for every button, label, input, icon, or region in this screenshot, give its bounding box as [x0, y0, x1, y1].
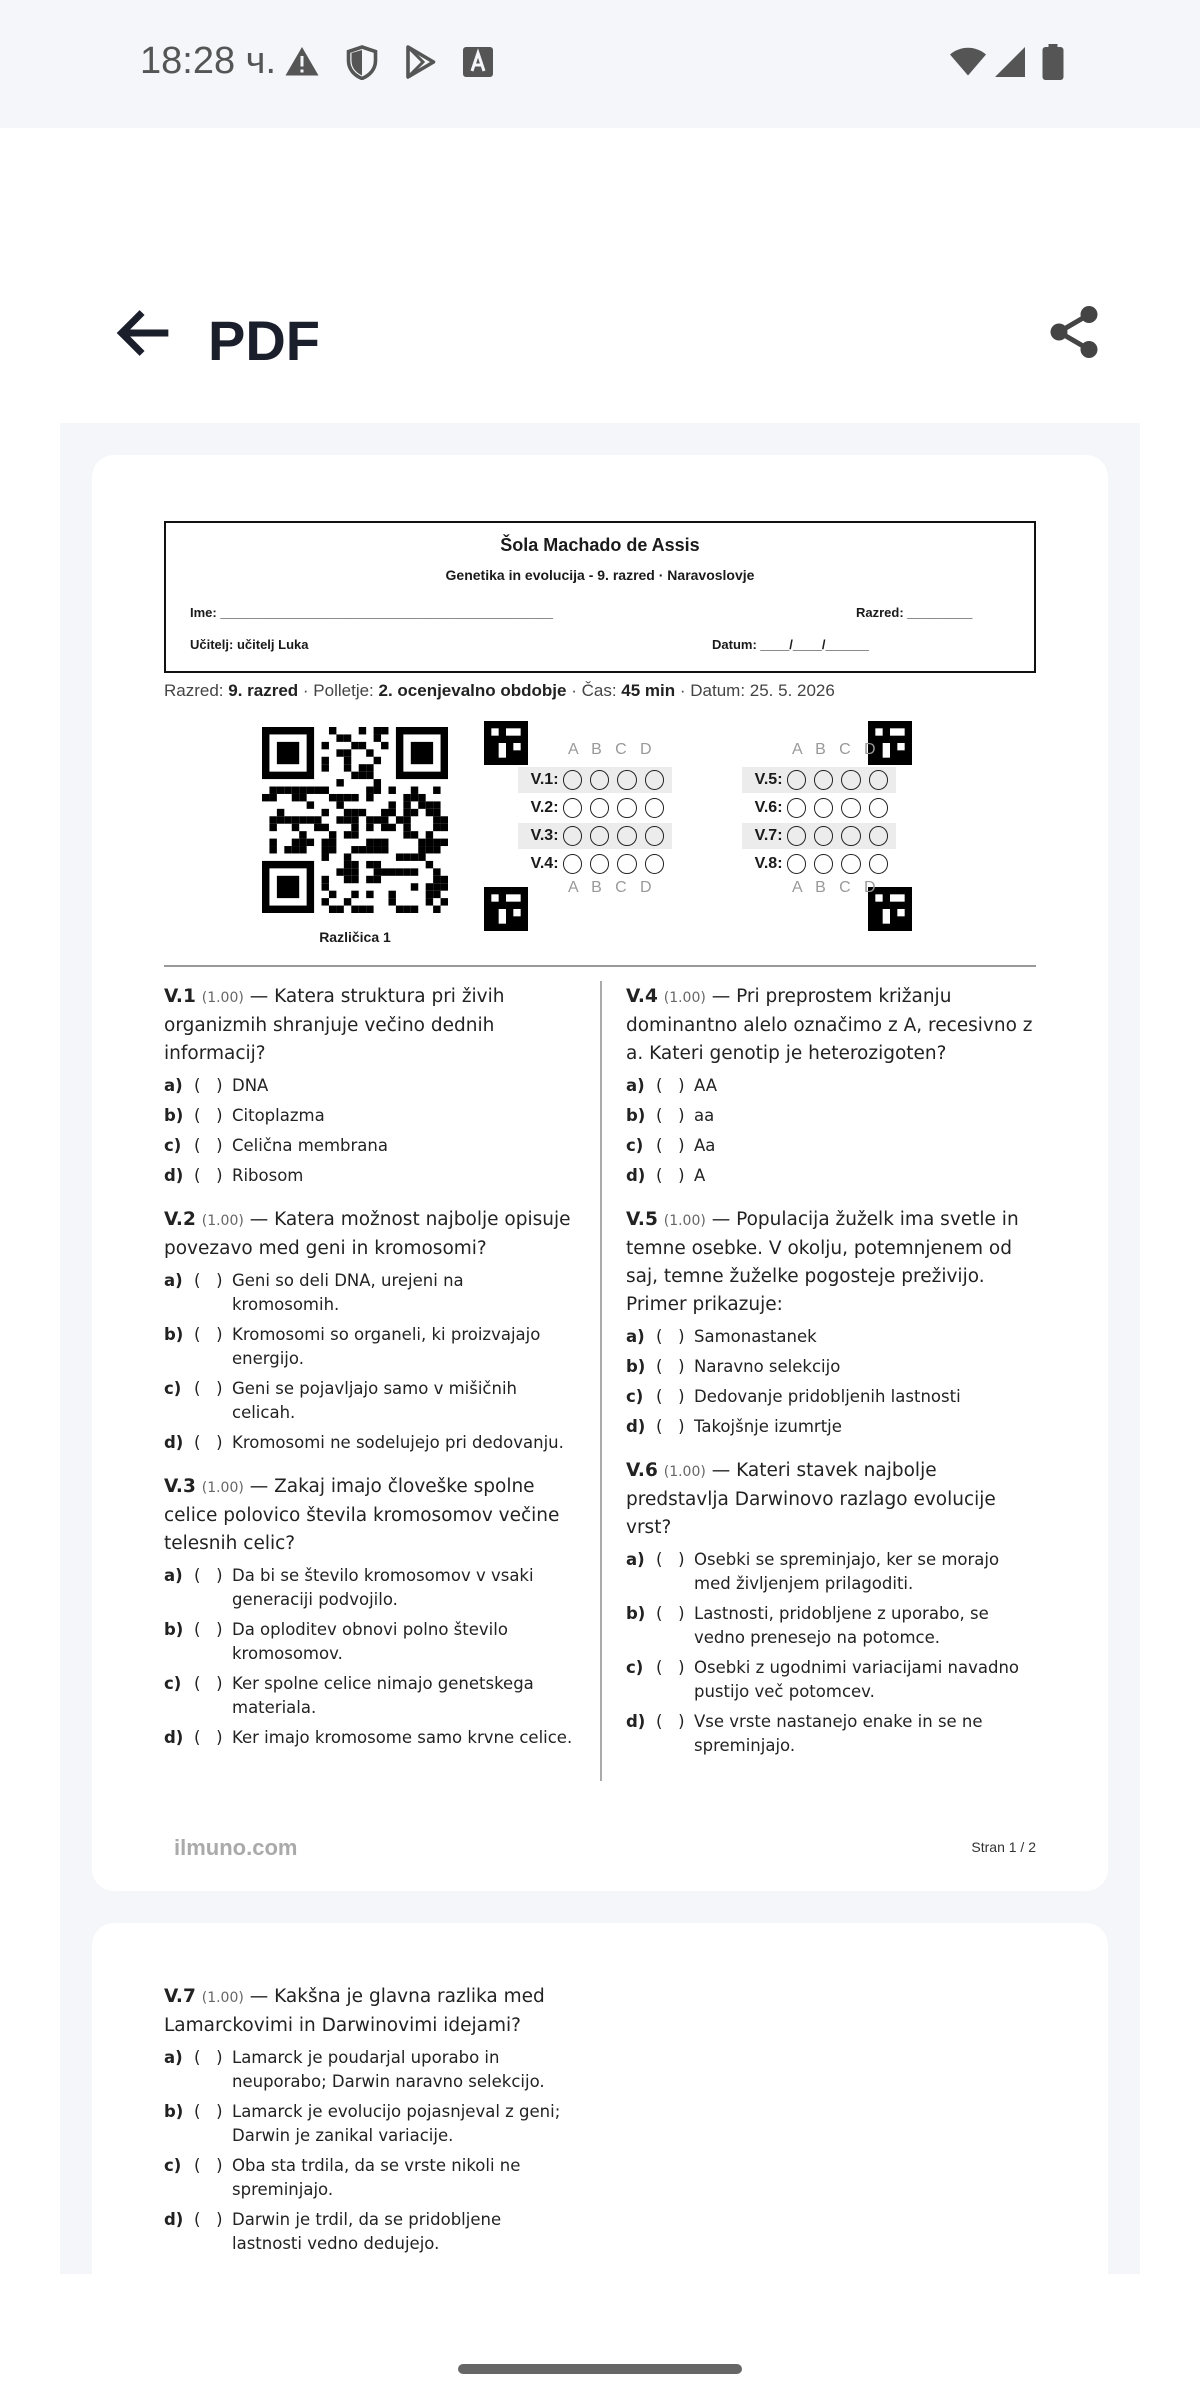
status-time: 18:28 ч. — [140, 40, 277, 82]
answer-bubble[interactable] — [787, 826, 806, 846]
answer-option[interactable] — [626, 1548, 1036, 1596]
option-checkbox[interactable]: ( ) — [194, 1325, 223, 1344]
question-number: V.2 — [164, 1209, 196, 1230]
option-text: Naravno selekcijo — [694, 1357, 841, 1376]
option-text: Citoplazma — [232, 1106, 325, 1125]
answer-bubble[interactable] — [590, 798, 609, 818]
answer-bubble[interactable] — [869, 826, 888, 846]
questions-column-page2 — [164, 1983, 574, 2274]
question-points: (1.00) — [201, 1990, 244, 2006]
status-bar — [0, 0, 1200, 128]
option-checkbox[interactable]: ( ) — [656, 1658, 685, 1677]
answer-bubble[interactable] — [590, 770, 609, 790]
answer-row — [742, 823, 896, 849]
question-body: — Pri preprostem križanju dominantno alelo označimo z A, recesivno z a. Kateri genotip je heterozigoten? — [626, 986, 1033, 1064]
option-text: Kromosomi ne sodelujejo pri dedovanju. — [232, 1433, 564, 1452]
option-letter: c) — [626, 1136, 644, 1155]
answer-option[interactable] — [626, 1074, 1036, 1098]
exam-meta: Razred: 9. razred · Polletje: 2. ocenjevalno obdobje · Čas: 45 min · Datum: 25. 5. 2026 — [164, 681, 835, 700]
answer-option[interactable] — [164, 1323, 574, 1371]
answer-option[interactable] — [626, 1104, 1036, 1128]
answer-option[interactable] — [626, 1134, 1036, 1158]
option-letter: a) — [164, 1271, 183, 1290]
answer-bubble[interactable] — [814, 770, 833, 790]
wifi-icon — [948, 44, 988, 80]
option-checkbox[interactable]: ( ) — [194, 1379, 223, 1398]
answer-option[interactable] — [164, 1269, 574, 1317]
option-letter: b) — [164, 1620, 184, 1639]
question-body: — Katera struktura pri živih organizmih shranjuje večino dednih informacij? — [164, 986, 505, 1064]
qr-code — [262, 727, 448, 913]
option-text: Celična membrana — [232, 1136, 388, 1155]
option-letter: c) — [164, 2156, 182, 2175]
option-checkbox[interactable]: ( ) — [656, 1712, 685, 1731]
answer-bubble[interactable] — [869, 854, 888, 874]
answer-option[interactable] — [164, 1726, 574, 1750]
option-letter: a) — [626, 1550, 645, 1569]
answer-bubble[interactable] — [563, 826, 582, 846]
answer-option[interactable] — [164, 1672, 574, 1720]
option-text: DNA — [232, 1076, 269, 1095]
answer-bubble[interactable] — [590, 826, 609, 846]
option-checkbox[interactable]: ( ) — [656, 1417, 685, 1436]
answer-option[interactable] — [164, 2100, 574, 2148]
answer-bubble[interactable] — [563, 854, 582, 874]
option-letter: b) — [626, 1357, 646, 1376]
option-text: Takojšnje izumrtje — [694, 1417, 842, 1436]
question-body: — Kateri stavek najbolje predstavlja Darwinovo razlago evolucije vrst? — [626, 1460, 996, 1538]
answer-bubble[interactable] — [869, 770, 888, 790]
answer-letters-header: A B C D — [568, 741, 652, 758]
option-text: Aa — [694, 1136, 716, 1155]
option-text: Kromosomi so organeli, ki proizvajajo energijo. — [232, 1325, 541, 1368]
option-letter: d) — [164, 2210, 184, 2229]
name-field: Ime: ______________________________________________ — [190, 605, 553, 620]
answer-row — [742, 851, 896, 877]
app-bar — [60, 128, 1140, 423]
option-letter: b) — [164, 2102, 184, 2121]
shield-icon — [344, 44, 380, 80]
answer-bubble[interactable] — [645, 826, 664, 846]
option-text: Lamarck je evolucijo pojasnjeval z geni; Darwin je zanikal variacije. — [232, 2102, 561, 2145]
option-checkbox[interactable]: ( ) — [656, 1076, 685, 1095]
option-letter: a) — [164, 1566, 183, 1585]
school-name: Šola Machado de Assis — [500, 535, 700, 555]
option-checkbox[interactable]: ( ) — [656, 1387, 685, 1406]
date-field: Datum: ____/____/______ — [712, 637, 869, 652]
variant-label: Različica 1 — [319, 929, 391, 945]
question-number: V.4 — [626, 986, 658, 1007]
teacher-field: Učitelj: učitelj Luka — [190, 637, 309, 652]
answer-row — [742, 767, 896, 793]
option-text: Darwin je trdil, da se pridobljene lastnosti vedno dedujejo. — [232, 2210, 502, 2253]
option-letter: c) — [626, 1658, 644, 1677]
answer-bubble[interactable] — [617, 770, 636, 790]
question-item — [626, 983, 1036, 1188]
answer-option[interactable] — [626, 1325, 1036, 1349]
answer-bubble[interactable] — [814, 826, 833, 846]
answer-bubble[interactable] — [814, 854, 833, 874]
option-text: aa — [694, 1106, 715, 1125]
page-title: PDF — [208, 309, 320, 372]
option-text: Da oploditev obnovi polno število kromosomov. — [232, 1620, 508, 1663]
answer-row-label: V.7: — [754, 827, 783, 844]
option-letter: a) — [164, 2048, 183, 2067]
answer-option[interactable] — [164, 2208, 574, 2256]
answer-option[interactable] — [626, 1415, 1036, 1439]
option-letter: c) — [164, 1136, 182, 1155]
option-letter: a) — [164, 1076, 183, 1095]
question-number: V.1 — [164, 986, 196, 1007]
question-text — [626, 983, 1036, 1068]
answer-row — [518, 823, 672, 849]
answer-bubble[interactable] — [563, 798, 582, 818]
option-text: Geni so deli DNA, urejeni na kromosomih. — [232, 1271, 464, 1314]
option-text: Vse vrste nastanejo enake in se ne spreminjajo. — [694, 1712, 983, 1755]
answer-bubble[interactable] — [841, 798, 860, 818]
footer-logo: ilmuno.com — [174, 1835, 298, 1860]
option-checkbox[interactable]: ( ) — [194, 1136, 223, 1155]
answer-bubble[interactable] — [787, 854, 806, 874]
answer-option[interactable] — [626, 1602, 1036, 1650]
question-points: (1.00) — [201, 990, 244, 1006]
option-letter: a) — [626, 1327, 645, 1346]
option-checkbox[interactable]: ( ) — [194, 1166, 223, 1185]
option-checkbox[interactable]: ( ) — [194, 1620, 223, 1639]
question-item — [164, 1983, 574, 2256]
answer-bubble[interactable] — [841, 826, 860, 846]
option-text: Ker imajo kromosome samo krvne celice. — [232, 1728, 573, 1747]
option-letter: d) — [626, 1417, 646, 1436]
column-divider — [600, 981, 602, 1781]
answer-row-label: V.2: — [530, 799, 559, 816]
answer-bubble[interactable] — [645, 854, 664, 874]
answer-option[interactable] — [164, 1104, 574, 1128]
font-app-icon — [460, 44, 496, 80]
option-checkbox[interactable]: ( ) — [656, 1106, 685, 1125]
answer-bubble[interactable] — [787, 770, 806, 790]
option-text: Da bi se število kromosomov v vsaki generaciji podvojilo. — [232, 1566, 534, 1609]
answer-row-label: V.1: — [530, 771, 559, 788]
answer-row — [518, 851, 672, 877]
exam-header — [164, 521, 1036, 673]
answer-row-label: V.5: — [754, 771, 783, 788]
option-checkbox[interactable]: ( ) — [194, 1674, 223, 1693]
option-checkbox[interactable]: ( ) — [194, 2048, 223, 2067]
option-checkbox[interactable]: ( ) — [656, 1136, 685, 1155]
answer-option[interactable] — [164, 1134, 574, 1158]
pdf-page-1 — [92, 455, 1108, 1891]
option-text: Ribosom — [232, 1166, 304, 1185]
question-text — [164, 1206, 574, 1263]
question-body: — Populacija žuželk ima svetle in temne osebke. V okolju, potemnjenem od saj, temne žuželke pogosteje preživijo. Primer prikazuje: — [626, 1209, 1019, 1315]
option-letter: d) — [164, 1728, 184, 1747]
answer-row — [518, 795, 672, 821]
option-checkbox[interactable]: ( ) — [194, 2156, 223, 2175]
option-checkbox[interactable]: ( ) — [194, 1566, 223, 1585]
answer-option[interactable] — [626, 1385, 1036, 1409]
answer-option[interactable] — [626, 1164, 1036, 1188]
answer-row — [518, 767, 672, 793]
answer-option[interactable] — [164, 1377, 574, 1425]
option-checkbox[interactable]: ( ) — [656, 1550, 685, 1569]
question-points: (1.00) — [663, 990, 706, 1006]
option-checkbox[interactable]: ( ) — [194, 1076, 223, 1095]
share-icon[interactable] — [1044, 302, 1104, 362]
answer-option[interactable] — [164, 1164, 574, 1188]
option-letter: a) — [626, 1076, 645, 1095]
answer-bubble[interactable] — [590, 854, 609, 874]
answer-bubble[interactable] — [617, 854, 636, 874]
answer-bubble[interactable] — [563, 770, 582, 790]
option-checkbox[interactable]: ( ) — [194, 1106, 223, 1125]
question-text — [164, 1473, 574, 1558]
answer-bubble[interactable] — [617, 826, 636, 846]
play-store-icon — [402, 44, 438, 80]
option-letter: b) — [164, 1325, 184, 1344]
answer-option[interactable] — [164, 2154, 574, 2202]
option-letter: d) — [164, 1433, 184, 1452]
battery-icon — [1040, 44, 1066, 80]
question-points: (1.00) — [201, 1213, 244, 1229]
class-field: Razred: _________ — [856, 605, 973, 620]
question-body: — Katera možnost najbolje opisuje povezavo med geni in kromosomi? — [164, 1209, 571, 1259]
option-text: Lastnosti, pridobljene z uporabo, se vedno prenesejo na potomce. — [694, 1604, 989, 1647]
option-text: Ker spolne celice nimajo genetskega materiala. — [232, 1674, 534, 1717]
questions-column-left — [164, 983, 574, 1768]
answer-grid-left — [518, 741, 718, 931]
option-checkbox[interactable]: ( ) — [656, 1604, 685, 1623]
question-text — [164, 1983, 574, 2040]
answer-bubble[interactable] — [869, 798, 888, 818]
option-checkbox[interactable]: ( ) — [656, 1166, 685, 1185]
option-letter: c) — [164, 1379, 182, 1398]
option-checkbox[interactable]: ( ) — [194, 1728, 223, 1747]
question-body: — Kakšna je glavna razlika med Lamarckovimi in Darwinovimi idejami? — [164, 1986, 545, 2036]
answer-bubble[interactable] — [645, 770, 664, 790]
option-text: Dedovanje pridobljenih lastnosti — [694, 1387, 961, 1406]
question-points: (1.00) — [663, 1213, 706, 1229]
option-checkbox[interactable]: ( ) — [194, 2210, 223, 2229]
question-item — [626, 1206, 1036, 1439]
option-text: AA — [694, 1076, 718, 1095]
answer-bubble[interactable] — [645, 798, 664, 818]
option-checkbox[interactable]: ( ) — [194, 2102, 223, 2121]
answer-option[interactable] — [164, 1431, 574, 1455]
answer-option[interactable] — [626, 1656, 1036, 1704]
questions-column-right — [626, 983, 1036, 1776]
option-letter: d) — [626, 1166, 646, 1185]
answer-option[interactable] — [626, 1355, 1036, 1379]
option-text: Geni se pojavljajo samo v mišičnih celicah. — [232, 1379, 517, 1422]
option-letter: c) — [626, 1387, 644, 1406]
question-item — [164, 1473, 574, 1750]
option-checkbox[interactable]: ( ) — [194, 1433, 223, 1452]
answer-row-label: V.3: — [530, 827, 559, 844]
question-points: (1.00) — [201, 1480, 244, 1496]
question-number: V.3 — [164, 1476, 196, 1497]
option-text: Osebki se spreminjajo, ker se morajo med življenjem prilagoditi. — [694, 1550, 1000, 1593]
question-number: V.6 — [626, 1460, 658, 1481]
answer-row-label: V.8: — [754, 855, 783, 872]
answer-letters-header: A B C D — [792, 741, 876, 758]
answer-bubble[interactable] — [814, 798, 833, 818]
option-letter: d) — [626, 1712, 646, 1731]
answer-letters-header: A B C D — [792, 879, 876, 896]
answer-bubble[interactable] — [617, 798, 636, 818]
answer-option[interactable] — [164, 1618, 574, 1666]
answer-row — [742, 795, 896, 821]
back-arrow-icon[interactable] — [110, 298, 180, 368]
option-text: Oba sta trdila, da se vrste nikoli ne spreminjajo. — [232, 2156, 521, 2199]
answer-option[interactable] — [626, 1710, 1036, 1758]
question-text — [626, 1206, 1036, 1319]
question-item — [164, 1206, 574, 1455]
pdf-viewer[interactable] — [60, 423, 1140, 2274]
answer-row-label: V.6: — [754, 799, 783, 816]
option-letter: b) — [164, 1106, 184, 1125]
option-text: Osebki z ugodnimi variacijami navadno pustijo več potomcev. — [694, 1658, 1020, 1701]
separator — [164, 965, 1036, 967]
answer-row-label: V.4: — [530, 855, 559, 872]
question-item — [626, 1457, 1036, 1758]
gesture-nav-bar[interactable] — [458, 2364, 742, 2374]
question-points: (1.00) — [663, 1464, 706, 1480]
option-checkbox[interactable]: ( ) — [656, 1357, 685, 1376]
question-body: — Zakaj imajo človeške spolne celice polovico števila kromosomov večine telesnih celic? — [164, 1476, 560, 1554]
option-letter: c) — [164, 1674, 182, 1693]
question-item — [164, 983, 574, 1188]
warning-icon — [284, 44, 320, 80]
answer-option[interactable] — [164, 2046, 574, 2094]
answer-bubble[interactable] — [841, 770, 860, 790]
signal-icon — [992, 44, 1028, 80]
subject-line: Genetika in evolucija - 9. razred · Naravoslovje — [445, 567, 755, 583]
answer-option[interactable] — [164, 1074, 574, 1098]
answer-bubble[interactable] — [787, 798, 806, 818]
option-text: A — [694, 1166, 706, 1185]
answer-letters-header: A B C D — [568, 879, 652, 896]
answer-grid-right — [742, 741, 942, 931]
option-letter: d) — [164, 1166, 184, 1185]
answer-bubble[interactable] — [841, 854, 860, 874]
option-letter: b) — [626, 1604, 646, 1623]
option-text: Samonastanek — [694, 1327, 817, 1346]
option-checkbox[interactable]: ( ) — [656, 1327, 685, 1346]
question-text — [164, 983, 574, 1068]
question-number: V.5 — [626, 1209, 658, 1230]
option-letter: b) — [626, 1106, 646, 1125]
pdf-page-2 — [92, 1923, 1108, 2274]
page-number: Stran 1 / 2 — [971, 1839, 1036, 1855]
question-number: V.7 — [164, 1986, 196, 2007]
option-text: Lamarck je poudarjal uporabo in neuporabo; Darwin naravno selekcijo. — [232, 2048, 545, 2091]
option-checkbox[interactable]: ( ) — [194, 1271, 223, 1290]
answer-option[interactable] — [164, 1564, 574, 1612]
question-text — [626, 1457, 1036, 1542]
